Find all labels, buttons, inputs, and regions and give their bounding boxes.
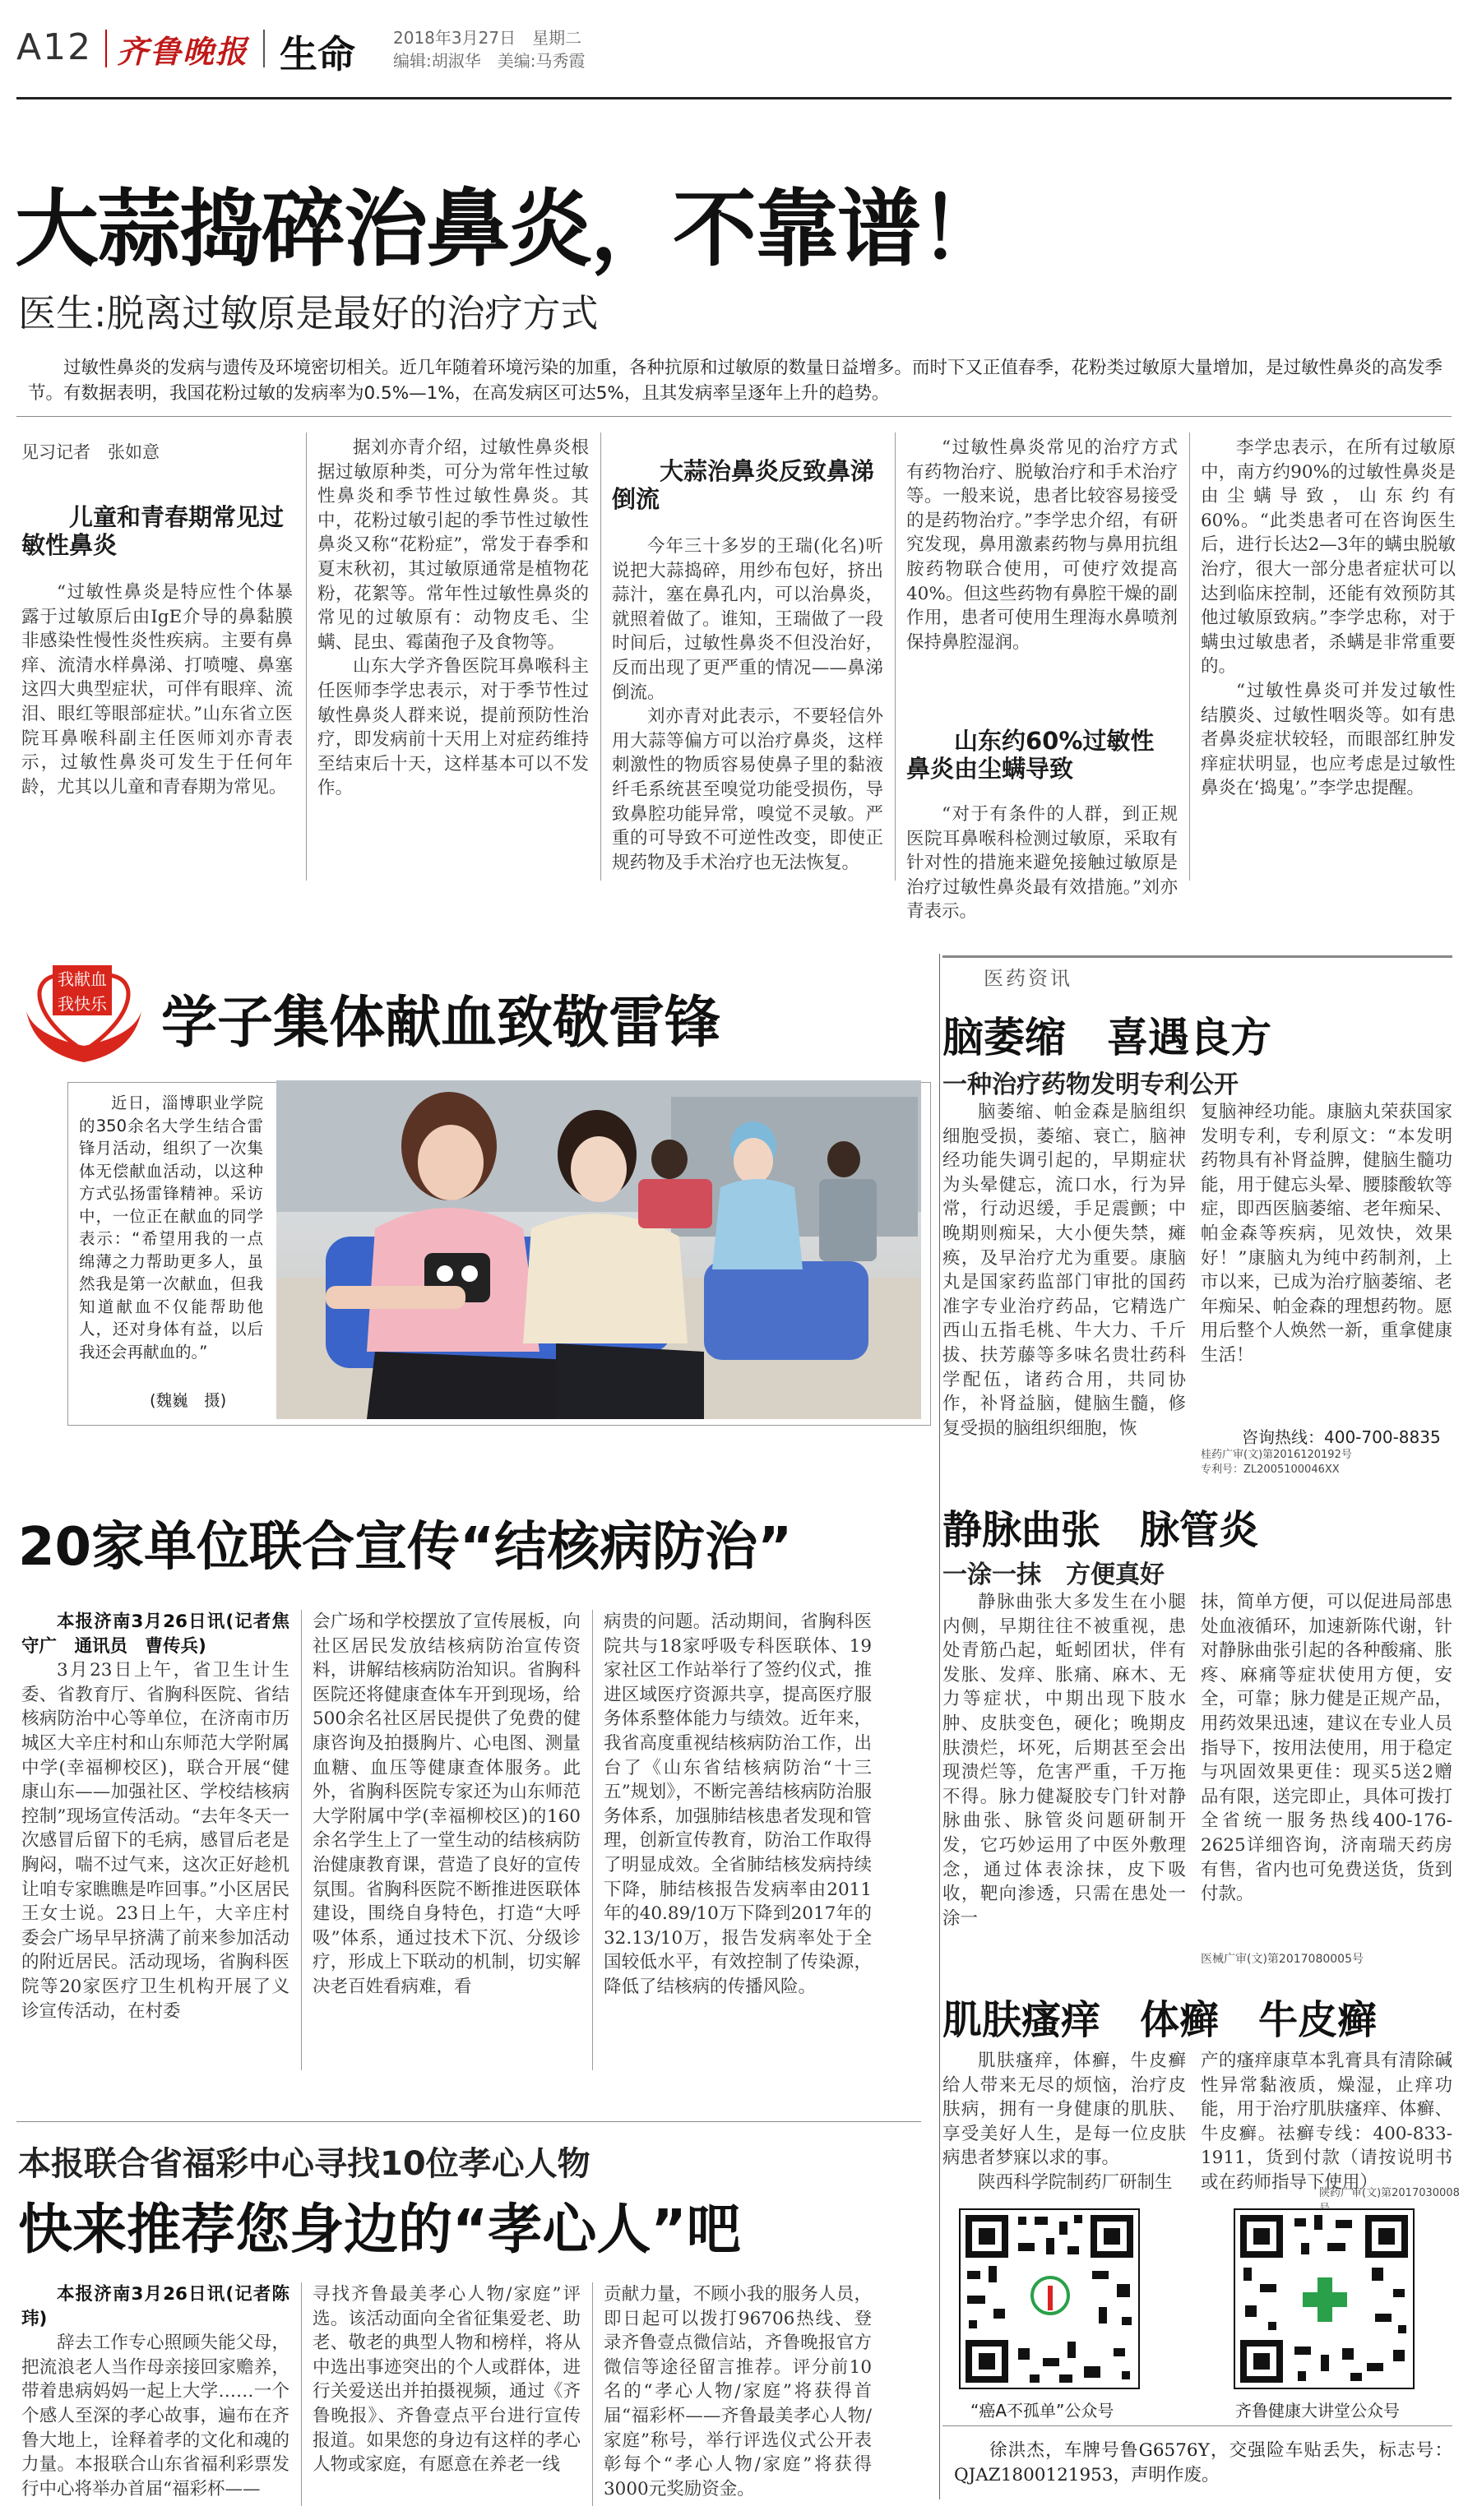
headline-main: 大蒜捣碎治鼻炎，不靠谱！ bbox=[15, 181, 1002, 279]
ad2-col2: 抹，简单方便，可以促进局部患处血液循环，加速新陈代谢，针对静脉曲张引起的各种酸痛、胀疼、麻痛等症状使用方便，安全，可靠；脉力健是正规产品，用药效果迅速，建议在专业人员指导下，按用法使用，用于稳定与巩固效果更佳：现买5送2赠品有限，送完即止，具体可拨打全省统一服务热线400-176-2625详细咨询，济南瑞天药房有售，省内也可免费送货，货到付款。 bbox=[1201, 1592, 1452, 1905]
col-divider bbox=[301, 1610, 302, 2070]
col-divider bbox=[895, 432, 896, 881]
article1-col4b: “对于有条件的人群，到正规医院耳鼻喉科检测过敏原，采取有针对性的措施来避免接触过敏原是治疗过敏性鼻炎最有效措施。”刘亦青表示。 bbox=[906, 804, 1178, 922]
badge-line-1: 我献血 bbox=[53, 965, 112, 991]
qr-code-2 bbox=[1234, 2208, 1415, 2389]
qr-code-icon bbox=[961, 2210, 1138, 2388]
ad1-col2: 复脑神经功能。康脑丸荣获国家发明专利，专利原文：“本发明药物具有补肾益脾，健脑生髓功能，用于健忘头晕、腰膝酸软等症，即西医脑萎缩、老年痴呆、帕金森等疾病，见效快，效果好！”康脑丸为纯中药制剂，上市以来，已成为治疗脑萎缩、老年痴呆、帕金森的理想药物。愿用后整个人焕然一新，重拿健康生活！ bbox=[1201, 1102, 1452, 1366]
ad1-col1: 脑萎缩、帕金森是脑组织细胞受损，萎缩、衰亡，脑神经功能失调引起的，早期症状为头晕健忘，流口水，行为异常，行动迟缓，手足震颤；中晚期则痴呆，大小便失禁，瘫痪，及早治疗尤为重要。康脑丸是国家药监部门审批的国药准字专业治疗药品，它精选广西山五指毛桃、牛大力、千斤拔、扶芳藤等多味名贵壮药科学配伍，诸药合用，共同协作，补肾益脑，健脑生髓，修复受损的脑组织细胞，恢 bbox=[942, 1102, 1186, 1439]
article1-col2: 据刘亦青介绍，过敏性鼻炎根据过敏原种类，可分为常年性过敏性鼻炎和季节性过敏性鼻炎。其中，花粉过敏引起的季节性过敏性鼻炎又称“花粉症”，常发于春季和夏末秋初，其过敏原通常是植物花粉，花絮等。常年性过敏性鼻炎的常见的过敏原有：动物皮毛、尘螨、昆虫、霉菌孢子及食物等。 山东大学齐鲁医院耳鼻喉科主任医师李学忠表示，对于季节性过敏性鼻炎人群来说，提前预防性治疗，即发病前十天用上对症药维持至结束后十天，这样基本可以不发作。 bbox=[317, 437, 589, 799]
ad3-col1: 肌肤瘙痒，体癣，牛皮癣给人带来无尽的烦恼，治疗皮肤病，拥有一身健康的肌肤、享受美好人生，是每一位皮肤病患者梦寐以求的事。 陕西科学院制药厂研制生 bbox=[942, 2051, 1186, 2193]
col-divider bbox=[600, 432, 601, 881]
tb-col1: 本报济南3月26日讯(记者焦守广 通讯员 曹传兵) 3月23日上午，省卫生计生委、省教育厅、省胸科医院、省结核病防治中心等单位，在济南市历城区大辛庄村和山东师范大学附属中学(幸福柳校区)，联合开展“健康山东——加强社区、学校结核病控制”现场宣传活动。“去年冬天一次感冒后留下的毛病，感冒后老是胸闷，喘不过气来，这次正好趁机让咱专家瞧瞧是咋回事。”小区居民王女士说。23日上午，大辛庄村委会广场早早挤满了前来参加活动的附近居民。活动现场，省胸科医院等20家医疗卫生机构开展了义诊宣传活动，在村委 bbox=[21, 1611, 289, 2022]
blood-donation-photo bbox=[276, 1080, 921, 1419]
ad2-col1: 静脉曲张大多发生在小腿内侧，早期往往不被重视，患处青筋凸起，蚯蚓团状，伴有发胀、发痒、胀痛、麻木、无力等症状，中期出现下肢水肿、皮肤变色，硬化；晚期皮肤溃烂，坏死，后期甚至会出现溃烂等，危害严重，千万拖不得。脉力健凝胶专门针对静脉曲张、脉管炎问题研制开发，它巧妙运用了中医外敷理念，通过体表涂抹，皮下吸收，靶向渗透，只需在患处一涂一 bbox=[942, 1592, 1186, 1929]
xiao-headline: 快来推荐您身边的“孝心人”吧 bbox=[18, 2198, 741, 2261]
ad3-reg: 陕药广审(文)第2017030008 bbox=[1319, 2187, 1460, 2199]
article1-col3: 今年三十多岁的王瑞(化名)听说把大蒜捣碎，用纱布包好，挤出蒜汁，塞在鼻孔内，可以治鼻炎，就照着做了。谁知，王瑞做了一段时间后，过敏性鼻炎不但没治好，反而出现了更严重的情况——鼻涕倒流。 刘亦青对此表示，不要轻信外用大蒜等偏方可以治疗鼻炎，这样刺激性的物质容易使鼻子里的黏液纤毛系统甚至嗅觉功能受损伤，导致鼻腔功能异常，嗅觉不灵敏。严重的可导致不可逆性改变，即使正规药物及手术治疗也无法恢复。 bbox=[612, 536, 883, 873]
section-rule bbox=[16, 2121, 921, 2122]
ad1-reg: 桂药广审(文)第2016120192号 bbox=[1201, 1449, 1352, 1461]
ad2-subtitle: 一涂一抹 方便真好 bbox=[942, 1561, 1165, 1589]
col-divider bbox=[592, 2282, 593, 2506]
article1-col4: “过敏性鼻炎常见的治疗方式有药物治疗、脱敏治疗和手术治疗等。一般来说，患者比较容易接受的是药物治疗。”李学忠介绍，有研究发现，鼻用激素药物与鼻用抗组胺药物联合使用，可使疗效提高40%。但这些药物有鼻腔干燥的副作用，患者可使用生理海水鼻喷剂保持鼻腔湿润。 bbox=[906, 437, 1178, 653]
col-divider bbox=[592, 1610, 593, 2070]
masthead-rule bbox=[16, 97, 1452, 99]
xiao-dateline: 本报济南3月26日讯(记者陈玮) bbox=[21, 2284, 289, 2329]
badge-line-2: 我快乐 bbox=[53, 990, 112, 1015]
col-divider bbox=[301, 2282, 302, 2506]
ad1-title: 脑萎缩 喜遇良方 bbox=[942, 1014, 1271, 1061]
photo-illustration bbox=[276, 1080, 921, 1419]
article1-col5: 李学忠表示，在所有过敏原中，南方约90%的过敏性鼻炎是由尘螨导致，山东约有60%。“此类患者可在咨询医生后，进行长达2—3年的螨虫脱敏治疗，很大一部分患者症状可以达到临床控制，还能有效预防其他过敏原致病。”李学忠称，对于螨虫过敏患者，杀螨是非常重要的。 “过敏性鼻炎可并发过敏性结膜炎、过敏性咽炎等。如有患者鼻炎症状较轻，而眼部红肿发痒症状明显，也应考虑是过敏性鼻炎在‘捣鬼’。”李学忠提醒。 bbox=[1201, 437, 1456, 799]
masthead-divider bbox=[105, 30, 107, 67]
ad-column-divider bbox=[939, 954, 940, 2499]
qr-label-1: “癌A不孤单”公众号 bbox=[970, 2401, 1114, 2421]
article1-col1: “过敏性鼻炎是特应性个体暴露于过敏原后由IgE介导的鼻黏膜非感染性慢性炎性疾病。主要有鼻痒、流清水样鼻涕、打喷嚏、鼻塞这四大典型症状，可伴有眼痒、流泪、眼红等眼部症状。”山东省立医院耳鼻喉科副主任医师刘亦青表示，过敏性鼻炎可发生于任何年龄，尤其以儿童和青春期为常见。 bbox=[21, 582, 293, 798]
qr-label-2: 齐鲁健康大讲堂公众号 bbox=[1235, 2401, 1400, 2421]
tb-col3: 病贵的问题。活动期间，省胸科医院共与18家呼吸专科医联体、19家社区工作站举行了签约仪式，推进区域医疗资源共享，提高医疗服务体系整体能力与绩效。近年来，我省高度重视结核病防治工作，出台了《山东省结核病防治“十三五”规划》，不断完善结核病防治服务体系，加强肺结核患者发现和管理，创新宣传教育，防治工作取得了明显成效。全省肺结核发病持续下降，肺结核报告发病率由2011年的40.89/10万下降到2017年的32.13/10万，报告发病率处于全国较低水平，有效控制了传染源，降低了结核病的传播风险。 bbox=[604, 1611, 872, 1997]
newspaper-logo: 齐鲁晚报 bbox=[117, 33, 249, 70]
xiao-col2: 寻找齐鲁最美孝心人物/家庭”评选。该活动面向全省征集爱老、助老、敬老的典型人物和榜样，将从中选出事迹突出的个人或群体，进行关爱送出并拍摄视频，通过《齐鲁晚报》、齐鲁壹点平台进行宣传报道。如果您的身边有这样的孝心人物或家庭，有愿意在养老一线 bbox=[313, 2284, 581, 2476]
subhead-garlic: 大蒜治鼻炎反致鼻涕倒流 bbox=[612, 457, 875, 513]
tb-headline: 20家单位联合宣传“结核病防治” bbox=[18, 1517, 793, 1578]
xiao-col3: 贡献力量，不顾小我的服务人员，即日起可以拨打96706热线、登录齐鲁壹点微信站，齐鲁晚报官方微信等途径留言推荐。评分前10名的“孝心人物/家庭”将获得首届“福彩杯——齐鲁最美孝心人物/家庭”称号，举行评选仪式公开表彰每个“孝心人物/家庭”将获得3000元奖励资金。 bbox=[604, 2284, 872, 2499]
blood-donation-badge bbox=[18, 954, 150, 1069]
photo-credit: (魏巍 摄) bbox=[150, 1391, 227, 1410]
ad2-title: 静脉曲张 脉管炎 bbox=[942, 1507, 1259, 1553]
tb-dateline: 本报济南3月26日讯(记者焦守广 通讯员 曹传兵) bbox=[21, 1611, 289, 1657]
masthead-date: 2018年3月27日 星期二 bbox=[393, 28, 582, 48]
qr-code-icon bbox=[1235, 2210, 1413, 2388]
xiao-kicker: 本报联合省福彩中心寻找10位孝心人物 bbox=[18, 2145, 590, 2183]
ad1-phone: 咨询热线：400-700-8835 bbox=[1242, 1427, 1441, 1447]
subheadline: 医生:脱离过敏原是最好的治疗方式 bbox=[18, 291, 599, 335]
lead-rule bbox=[16, 416, 1452, 417]
tb-col2: 会广场和学校摆放了宣传展板，向社区居民发放结核病防治宣传资料，讲解结核病防治知识。省胸科医院还将健康查体车开到现场，给500余名社区居民提供了免费的健康咨询及拍摄胸片、心电图、测量血糖、血压等健康查体服务。此外，省胸科医院专家还为山东师范大学附属中学(幸福柳校区)的160余名学生上了一堂生动的结核病防治健康教育课，营造了良好的宣传氛围。省胸科医院不断推进医联体建设，围绕自身特色，打造“大呼吸”体系，通过技术下沉、分级诊疗，形成上下联动的机制，切实解决老百姓看病难，看 bbox=[313, 1611, 581, 1997]
qr-code-1 bbox=[959, 2208, 1140, 2389]
blood-headline: 学子集体献血致敬雷锋 bbox=[161, 991, 721, 1056]
col-divider bbox=[306, 432, 307, 881]
ad-tag: 医药资讯 bbox=[984, 967, 1072, 990]
ad1-subtitle: 一种治疗药物发明专利公开 bbox=[942, 1070, 1239, 1099]
ad3-col2: 产的瘙痒康草本乳膏具有清除碱性异常黏液质，燥湿，止痒功能，用于治疗肌肤瘙痒、体癣、牛皮癣。祛癣专线：400-833-1911，货到付款（请按说明书或在药师指导下使用） bbox=[1201, 2051, 1452, 2193]
ad1-patent: 专利号：ZL2005100046XX bbox=[1201, 1463, 1340, 1476]
section-name: 生命 bbox=[280, 32, 355, 76]
notice-rule bbox=[942, 2425, 1452, 2426]
byline: 见习记者 张如意 bbox=[21, 442, 160, 462]
ad2-reg: 医械广审(文)第2017080005号 bbox=[1201, 1953, 1364, 1966]
blood-text: 近日，淄博职业学院的350余名大学生结合雷锋月活动，组织了一次集体无偿献血活动，以这种方式弘扬雷锋精神。采访中，一位正在献血的同学表示：“希望用我的一点绵薄之力帮助更多人，虽然我是第一次献血，但我知道献血不仅能帮助他人，还对身体有益，以后我还会再献血的。” bbox=[79, 1094, 263, 1362]
subhead-dust-mites: 山东约60%过敏性鼻炎由尘螨导致 bbox=[906, 727, 1155, 783]
masthead-editor: 编辑:胡淑华 美编:马秀霞 bbox=[393, 51, 586, 71]
page-number: A12 bbox=[16, 26, 93, 68]
lead-paragraph: 过敏性鼻炎的发病与遗传及环境密切相关。近几年随着环境污染的加重，各种抗原和过敏原的数量日益增多。而时下又正值春季，花粉类过敏原大量增加，是过敏性鼻炎的高发季节。有数据表明，我国花粉过敏的发病率为0.5%—1%，在高发病区可达5%，且其发病率呈逐年上升的趋势。 bbox=[28, 358, 1443, 404]
ad3-title: 肌肤瘙痒 体癣 牛皮癣 bbox=[942, 1997, 1378, 2043]
xiao-col1: 本报济南3月26日讯(记者陈玮) 辞去工作专心照顾失能父母，把流浪老人当作母亲接回家赡养，带着患病妈妈一起上大学……一个个感人至深的孝心故事，遍布在齐鲁大地上，诠释着孝的文化和魂的力量。本报联合山东省福利彩票发行中心将举办首届“福彩杯—— bbox=[21, 2284, 289, 2499]
subhead-children: 儿童和青春期常见过敏性鼻炎 bbox=[21, 503, 285, 559]
lost-notice: 徐洪杰，车牌号鲁G6576Y，交强险车贴丢失，标志号：QJAZ1800121953，声明作废。 bbox=[954, 2440, 1452, 2485]
col-divider bbox=[1189, 432, 1190, 881]
masthead-divider-2 bbox=[263, 30, 265, 67]
